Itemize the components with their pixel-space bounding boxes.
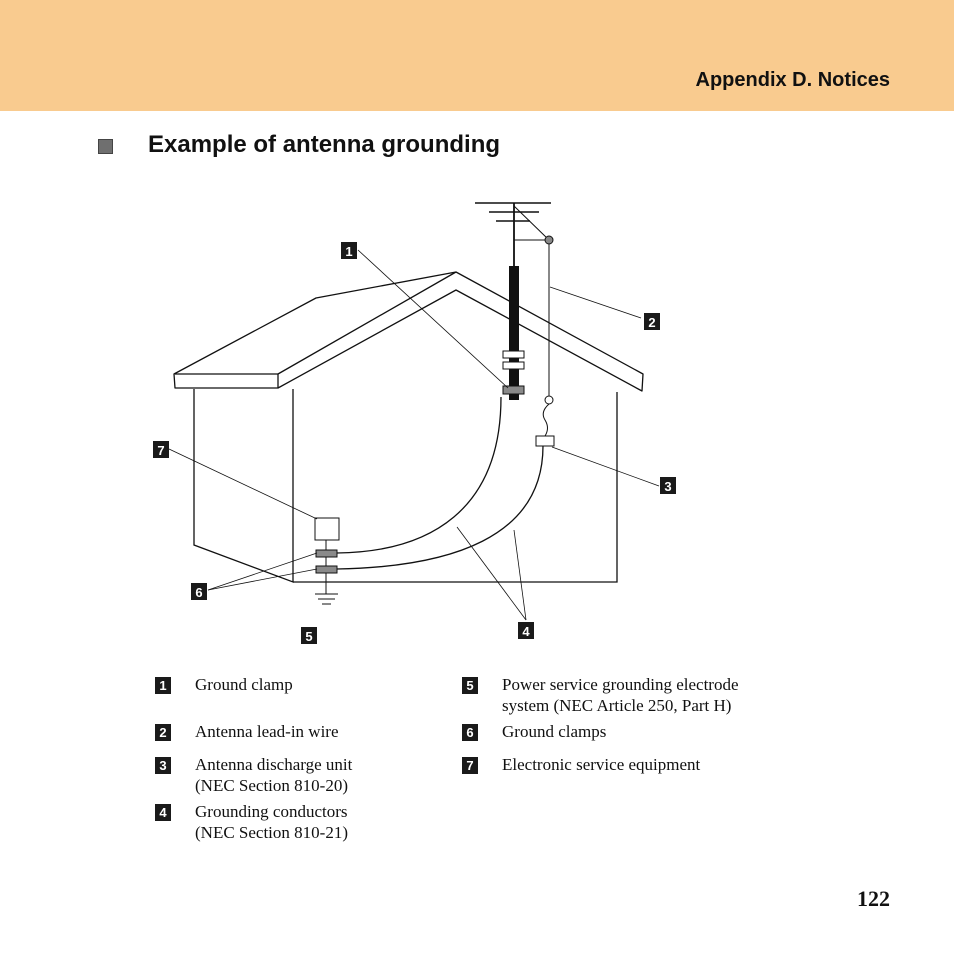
legend-number-box: 3 — [155, 757, 171, 774]
ground-clamp-lower-icon — [316, 566, 337, 573]
legend-text — [195, 754, 495, 796]
house-roof — [174, 272, 643, 391]
legend-text — [195, 801, 495, 843]
callout-6 — [191, 583, 207, 600]
callout-5 — [301, 627, 317, 644]
legend-number-box: 4 — [155, 804, 171, 821]
antenna-mast — [509, 266, 519, 400]
section-title: Example of antenna grounding — [148, 131, 501, 158]
grounding-conductors — [337, 397, 543, 569]
callout-4-label: 4 — [522, 624, 530, 639]
ground-clamp-upper-icon — [316, 550, 337, 557]
service-equipment-box — [315, 518, 339, 540]
legend-text — [195, 721, 495, 742]
legend-line: Antenna discharge unit — [195, 755, 353, 774]
callout-7 — [153, 441, 169, 458]
callout-3-label: 3 — [664, 479, 672, 494]
legend-line: (NEC Section 810-20) — [195, 776, 348, 795]
legend-number-box: 5 — [462, 677, 478, 694]
legend-line: Power service grounding electrode — [502, 675, 739, 694]
chapter-title: Appendix D. Notices — [695, 69, 890, 91]
callout-7-label: 7 — [157, 443, 165, 458]
legend-text — [502, 721, 802, 742]
legend-line: system (NEC Article 250, Part H) — [502, 696, 732, 715]
legend-text — [502, 754, 802, 775]
legend-line: Antenna lead-in wire — [195, 722, 339, 741]
callout-1 — [341, 242, 357, 259]
legend-text — [195, 674, 495, 695]
callout-1-label: 1 — [345, 244, 353, 259]
callout-5-label: 5 — [305, 629, 313, 644]
callout-4 — [518, 622, 534, 639]
legend-line: Ground clamps — [502, 722, 607, 741]
discharge-unit-icon — [536, 436, 554, 446]
callout-2-label: 2 — [648, 315, 656, 330]
legend-number-box: 6 — [462, 724, 478, 741]
callout-6-label: 6 — [195, 585, 203, 600]
legend-number-box: 2 — [155, 724, 171, 741]
service-equipment — [315, 518, 339, 604]
legend-line: Electronic service equipment — [502, 755, 701, 774]
house-walls — [194, 389, 617, 582]
callout-2 — [644, 313, 660, 330]
legend-number-box: 7 — [462, 757, 478, 774]
antenna — [475, 203, 551, 268]
legend-text — [502, 674, 862, 716]
legend-line: Ground clamp — [195, 675, 293, 694]
legend-line: Grounding conductors — [195, 802, 348, 821]
callout-3 — [660, 477, 676, 494]
ground-clamp-icon — [503, 386, 524, 394]
legend-line: (NEC Section 810-21) — [195, 823, 348, 842]
legend-number-box: 1 — [155, 677, 171, 694]
page-number: 122 — [857, 886, 890, 911]
